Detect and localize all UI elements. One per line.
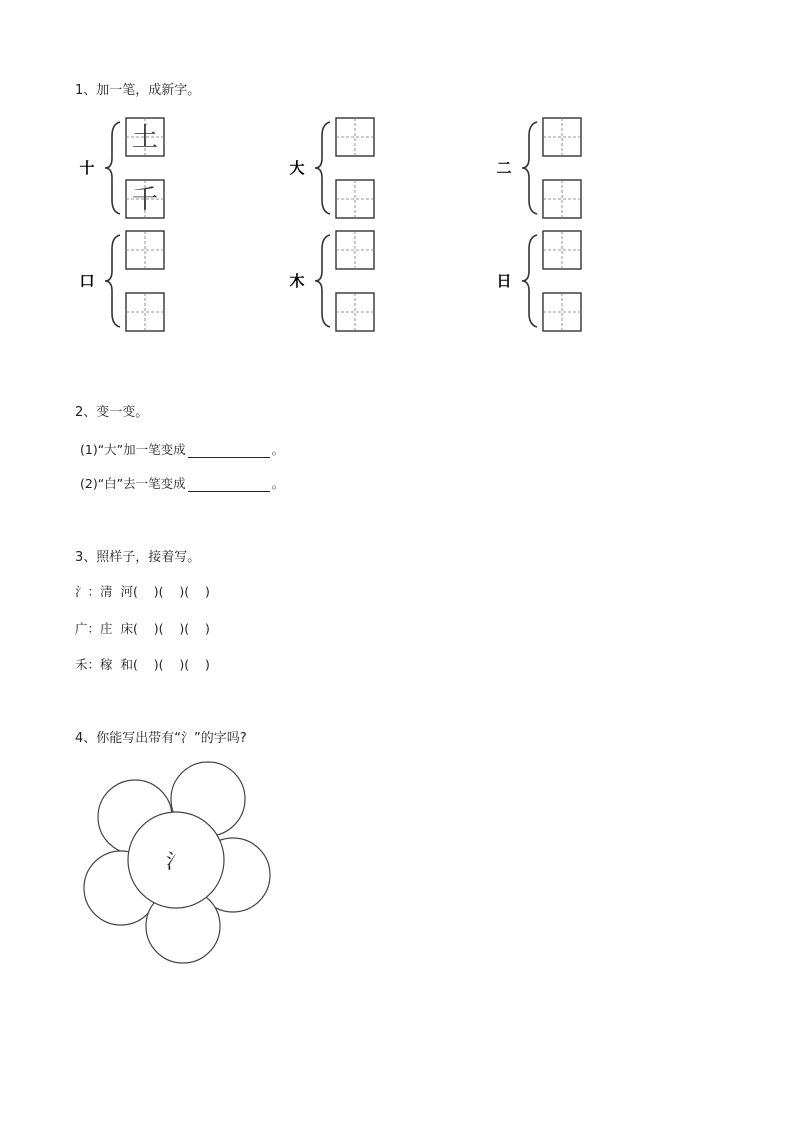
q1-group xyxy=(289,118,374,218)
curly-brace xyxy=(522,235,537,327)
q1-group xyxy=(79,118,164,218)
curly-brace xyxy=(315,122,330,214)
q3-row-1: 氵：清 河( )( )( ) xyxy=(75,584,210,599)
q1-title: 1、加一笔，成新字。 xyxy=(75,83,201,98)
example-chars: 稼 和 xyxy=(100,657,133,672)
q1-group xyxy=(79,231,164,331)
q3-row-2: 广：庄 床( )( )( ) xyxy=(75,621,210,636)
q1-group xyxy=(496,231,581,331)
q2-item-2-prompt: (2)“白”去一笔变成 xyxy=(80,476,186,491)
base-character: 二 xyxy=(496,159,512,177)
answer-blank[interactable] xyxy=(188,444,270,458)
q1-group xyxy=(496,118,581,218)
curly-brace xyxy=(105,235,120,327)
answer-parens[interactable]: ( )( )( ) xyxy=(132,657,210,672)
base-character: 木 xyxy=(289,272,305,290)
curly-brace xyxy=(522,122,537,214)
center-radical: 氵 xyxy=(166,849,186,873)
base-character: 日 xyxy=(496,272,512,290)
q2-item-1-end: 。 xyxy=(271,442,285,457)
radical: 广 xyxy=(75,621,88,636)
base-character: 口 xyxy=(79,272,95,290)
q1-group xyxy=(289,231,374,331)
q2-item-2-end: 。 xyxy=(271,476,285,491)
q2-title: 2、变一变。 xyxy=(75,405,149,420)
q2-item-1 xyxy=(80,440,284,458)
answer-parens[interactable]: ( )( )( ) xyxy=(132,621,210,636)
base-character: 十 xyxy=(79,159,95,177)
radical: 禾 xyxy=(75,657,88,672)
q4-title: 4、你能写出带有“氵”的字吗? xyxy=(75,731,247,746)
radical: 氵 xyxy=(75,584,88,599)
q3-title: 3、照样子，接着写。 xyxy=(75,550,201,565)
answer-parens[interactable]: ( )( )( ) xyxy=(132,584,210,599)
curly-brace xyxy=(105,122,120,214)
curly-brace xyxy=(315,235,330,327)
q2-item-1-prompt: (1)“大”加一笔变成 xyxy=(80,442,186,457)
example-chars: 清 河 xyxy=(100,584,133,599)
flower-diagram xyxy=(0,760,794,980)
q1-exercise xyxy=(0,0,794,400)
base-character: 大 xyxy=(289,159,305,177)
q2-item-2 xyxy=(80,474,284,492)
answer-character: 千 xyxy=(131,185,159,215)
answer-character: 土 xyxy=(131,123,159,153)
q3-row-3: 禾：稼 和( )( )( ) xyxy=(75,657,210,672)
example-chars: 庄 床 xyxy=(100,621,133,636)
answer-blank[interactable] xyxy=(188,478,270,492)
